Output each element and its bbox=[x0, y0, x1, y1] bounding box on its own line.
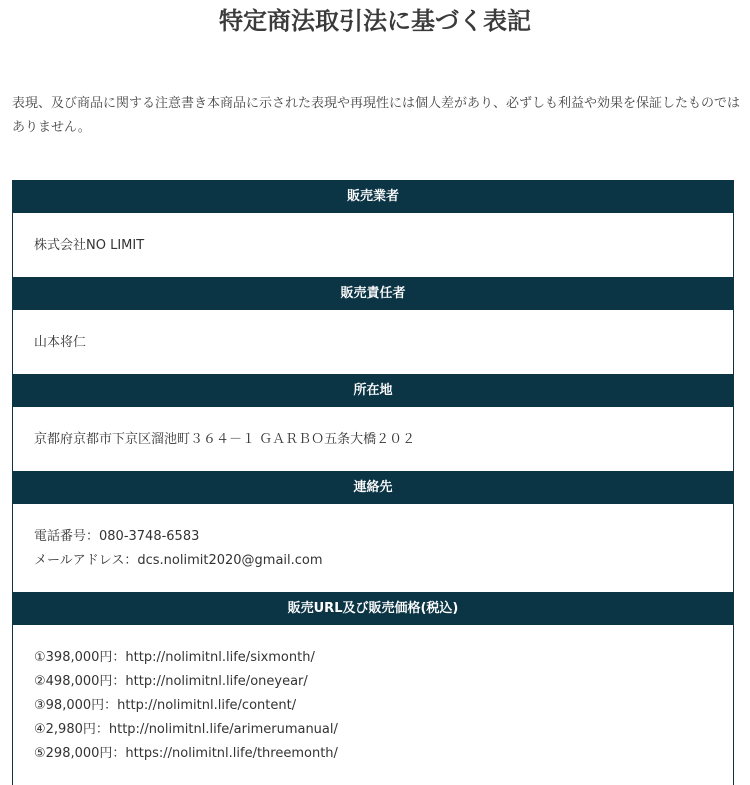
contact-email: メールアドレス：dcs.nolimit2020@gmail.com bbox=[34, 553, 323, 568]
address-header: 所在地 bbox=[13, 374, 733, 407]
info-table bbox=[12, 180, 734, 785]
contact-header: 連絡先 bbox=[13, 471, 733, 504]
address-value: 京都府京都市下京区溜池町３６４－１ ＧＡＲＢＯ五条大橋２０２ bbox=[34, 432, 416, 447]
url-item-4: ④2,980円：http://nolimitnl.life/arimerumanual/ bbox=[34, 722, 338, 737]
contact-phone: 電話番号：080-3748-6583 bbox=[34, 529, 200, 544]
address-body bbox=[13, 407, 733, 471]
seller-value: 株式会社NO LIMIT bbox=[34, 238, 145, 253]
url-item-5: ⑤298,000円：https://nolimitnl.life/threemonth/ bbox=[34, 746, 338, 761]
page-title: 特定商法取引法に基づく表記 bbox=[219, 7, 531, 35]
seller-header: 販売業者 bbox=[13, 180, 733, 213]
disclaimer-text: 表現、及び商品に関する注意書き本商品に示された表現や再現性には個人差があり、必ずしも利益や効果を保証したものではありません。 bbox=[12, 96, 741, 135]
url-item-1: ①398,000円：http://nolimitnl.life/sixmonth/ bbox=[34, 650, 315, 665]
seller-body bbox=[13, 213, 733, 277]
contact-body bbox=[13, 504, 733, 592]
url-item-2: ②498,000円：http://nolimitnl.life/oneyear/ bbox=[34, 674, 308, 689]
url-item-3: ③98,000円：http://nolimitnl.life/content/ bbox=[34, 698, 297, 713]
manager-header: 販売責任者 bbox=[13, 277, 733, 310]
urls-body bbox=[13, 625, 733, 785]
manager-body bbox=[13, 310, 733, 374]
manager-value: 山本将仁 bbox=[34, 335, 87, 350]
urls-header: 販売URL及び販売価格(税込) bbox=[13, 592, 733, 625]
